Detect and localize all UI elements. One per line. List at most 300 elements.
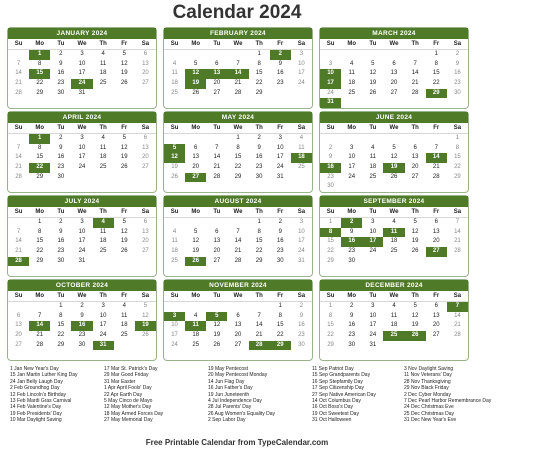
day-cell: 18 (390, 238, 398, 245)
holiday-day-cell: 15 (29, 69, 50, 79)
month-calendar (319, 27, 469, 109)
day-cell: 19 (120, 70, 128, 77)
day-cell: 23 (255, 164, 263, 171)
day-cell: 29 (255, 257, 263, 264)
holiday-item: 31 Oct Halloween (312, 417, 352, 424)
day-cell: 17 (78, 154, 86, 161)
empty-day-cell (341, 98, 362, 108)
empty-day-cell (185, 266, 206, 276)
day-cell: 25 (390, 248, 398, 255)
weekday-header (8, 207, 156, 218)
day-cell: 21 (36, 332, 44, 339)
empty-day-cell (114, 350, 135, 360)
empty-day-cell (447, 350, 468, 360)
day-cell: 28 (411, 89, 419, 96)
day-cell: 7 (434, 144, 438, 151)
empty-day-cell (71, 98, 92, 108)
empty-day-cell (8, 98, 29, 108)
empty-day-cell (320, 350, 341, 360)
holiday-item: 22 Apr Earth Day (104, 391, 143, 398)
weekday-label: Mo (35, 125, 45, 131)
day-cell: 11 (100, 144, 107, 151)
empty-day-cell (206, 218, 227, 228)
holiday-day-cell: 16 (320, 163, 341, 173)
weekday-label: We (389, 125, 399, 131)
day-cell: 1 (434, 51, 438, 57)
day-cell: 21 (255, 332, 263, 339)
empty-day-cell (320, 266, 341, 276)
month-calendar (7, 111, 157, 193)
month-title: SEPTEMBER 2024 (320, 196, 468, 207)
empty-day-cell (383, 350, 404, 360)
holiday-item: 28 Jul Parents' Day (208, 404, 252, 411)
holiday-day-cell: 26 (185, 257, 206, 267)
empty-day-cell (405, 50, 426, 60)
day-cell: 24 (298, 248, 305, 255)
day-cell: 9 (328, 154, 333, 161)
day-cell: 1 (38, 219, 42, 225)
weekday-label: Tu (369, 209, 377, 215)
weekday-label: Tu (213, 209, 221, 215)
day-cell: 23 (57, 164, 65, 171)
empty-day-cell (135, 173, 156, 183)
day-cell: 15 (327, 238, 334, 245)
weekday-label: Mo (191, 209, 201, 215)
day-cell: 24 (348, 173, 356, 180)
weekday-label: Sa (453, 125, 462, 131)
month-calendar (163, 195, 313, 277)
day-cell: 26 (213, 341, 221, 348)
weekday-header (8, 291, 156, 302)
day-cell: 22 (234, 164, 242, 171)
day-cell: 7 (215, 144, 219, 151)
holiday-item: 14 Jun Flag Day (208, 378, 245, 385)
weekday-label: Th (255, 125, 263, 131)
day-cell: 27 (142, 248, 149, 255)
empty-day-cell (270, 89, 291, 99)
empty-day-cell (93, 350, 114, 360)
day-cell: 10 (78, 144, 86, 151)
day-cell: 25 (99, 164, 107, 171)
day-cell: 2 (328, 144, 333, 151)
day-grid (320, 134, 468, 192)
day-cell: 18 (348, 80, 356, 87)
day-cell: 12 (411, 312, 419, 319)
day-cell: 26 (171, 173, 178, 180)
holiday-day-cell: 12 (185, 69, 206, 79)
weekday-header (164, 123, 312, 134)
day-cell: 28 (213, 173, 221, 180)
day-cell: 27 (432, 332, 440, 339)
weekday-label: Su (326, 125, 335, 131)
weekday-label: Su (14, 125, 23, 131)
weekday-label: Fr (433, 125, 440, 131)
day-cell: 18 (171, 248, 178, 255)
day-cell: 4 (350, 60, 354, 67)
day-cell: 1 (257, 219, 261, 225)
day-cell: 26 (192, 89, 200, 96)
empty-day-cell (341, 182, 362, 192)
day-cell: 22 (327, 248, 334, 255)
empty-day-cell (185, 218, 206, 228)
day-cell: 18 (369, 164, 377, 171)
day-cell: 8 (59, 312, 63, 319)
weekday-label: Fr (433, 293, 440, 299)
holiday-item: 25 Dec Christmas Day (404, 410, 455, 417)
weekday-label: Th (411, 125, 419, 131)
weekday-label: We (389, 293, 399, 299)
day-cell: 16 (57, 154, 65, 161)
day-cell: 27 (234, 341, 242, 348)
empty-day-cell (405, 350, 426, 360)
day-cell: 28 (15, 89, 22, 96)
day-cell: 8 (434, 60, 438, 67)
day-cell: 16 (57, 70, 65, 77)
empty-day-cell (227, 350, 248, 360)
holiday-item: 3 Nov Daylight Saving (404, 366, 454, 372)
holiday-item: 18 May Armed Forces Day (104, 410, 164, 417)
day-grid (320, 218, 468, 276)
empty-day-cell (362, 182, 383, 192)
empty-day-cell (29, 98, 50, 108)
footer-credit: Free Printable Calendar from TypeCalendar.com (145, 438, 329, 447)
day-cell: 26 (142, 332, 149, 339)
weekday-label: Sa (297, 125, 306, 131)
month-title: AUGUST 2024 (164, 196, 312, 207)
empty-day-cell (227, 98, 248, 108)
day-cell: 4 (371, 144, 375, 151)
empty-day-cell (383, 182, 404, 192)
holiday-item: 26 Aug Women's Equality Day (208, 410, 276, 417)
day-cell: 31 (298, 257, 305, 264)
weekday-label: Tu (57, 41, 65, 47)
empty-day-cell (405, 98, 426, 108)
empty-day-cell (135, 182, 156, 192)
holiday-item: 17 Mar St. Patrick's Day (104, 366, 158, 372)
day-cell: 5 (122, 219, 126, 225)
weekday-label: Tu (57, 125, 65, 131)
holiday-day-cell: 28 (249, 341, 270, 351)
holiday-day-cell: 8 (320, 228, 341, 238)
day-cell: 4 (299, 135, 304, 141)
day-cell: 28 (234, 257, 242, 264)
day-cell: 16 (348, 322, 356, 329)
day-grid (8, 50, 156, 108)
day-cell: 13 (390, 70, 398, 77)
empty-day-cell (447, 341, 468, 351)
day-cell: 14 (15, 70, 22, 77)
holiday-day-cell: 29 (270, 341, 291, 351)
empty-day-cell (341, 266, 362, 276)
day-cell: 29 (36, 257, 44, 264)
empty-day-cell (362, 50, 383, 60)
weekday-label: Tu (369, 41, 377, 47)
day-cell: 25 (369, 173, 377, 180)
empty-day-cell (405, 134, 426, 144)
empty-day-cell (29, 302, 50, 312)
day-cell: 5 (143, 303, 148, 309)
day-cell: 18 (99, 70, 107, 77)
holiday-day-cell: 17 (362, 237, 383, 247)
weekday-label: Sa (141, 125, 150, 131)
day-cell: 31 (78, 89, 86, 96)
day-cell: 7 (413, 60, 417, 67)
empty-day-cell (447, 266, 468, 276)
day-cell: 23 (78, 332, 86, 339)
weekday-label: Fr (121, 41, 128, 47)
day-cell: 27 (411, 173, 419, 180)
day-cell: 2 (299, 303, 304, 309)
day-cell: 4 (172, 60, 177, 67)
day-cell: 12 (369, 70, 377, 77)
day-cell: 9 (80, 312, 84, 319)
empty-day-cell (426, 98, 447, 108)
day-cell: 17 (369, 322, 377, 329)
weekday-label: Fr (433, 209, 440, 215)
holiday-item: 13 Feb Mardi Gras Carnival (10, 398, 72, 405)
day-cell: 19 (192, 248, 200, 255)
holiday-item: 10 Mar Daylight Saving (10, 417, 62, 424)
day-cell: 26 (411, 248, 419, 255)
empty-day-cell (164, 218, 185, 228)
day-cell: 24 (369, 332, 377, 339)
empty-day-cell (185, 302, 206, 312)
weekday-label: Sa (297, 293, 306, 299)
day-cell: 21 (15, 80, 22, 87)
weekday-label: Sa (297, 41, 306, 47)
month-title: DECEMBER 2024 (320, 280, 468, 291)
day-cell: 7 (236, 228, 240, 235)
weekday-label: We (77, 209, 87, 215)
holiday-day-cell: 7 (447, 302, 468, 312)
weekday-label: Th (99, 41, 107, 47)
weekday-label: Th (99, 125, 107, 131)
day-cell: 8 (38, 144, 42, 151)
holiday-day-cell: 10 (320, 69, 341, 79)
empty-day-cell (135, 98, 156, 108)
holiday-item: 16 Sep Stepfamily Day (312, 378, 363, 385)
day-cell: 22 (255, 248, 263, 255)
weekday-label: Th (255, 209, 263, 215)
day-cell: 20 (411, 164, 419, 171)
day-cell: 21 (234, 248, 242, 255)
day-cell: 9 (278, 60, 282, 67)
weekday-label: Tu (369, 125, 377, 131)
weekday-label: Fr (433, 41, 440, 47)
empty-day-cell (164, 302, 185, 312)
empty-day-cell (291, 98, 312, 108)
holiday-item: 14 Feb Valentine's Day (10, 404, 62, 411)
weekday-label: Su (14, 293, 23, 299)
day-cell: 19 (411, 322, 419, 329)
month-title: JULY 2024 (8, 196, 156, 207)
day-cell: 3 (80, 219, 84, 225)
weekday-label: We (233, 209, 243, 215)
empty-day-cell (249, 98, 270, 108)
empty-day-cell (405, 257, 426, 267)
day-grid (320, 50, 468, 108)
empty-day-cell (8, 266, 29, 276)
day-cell: 6 (215, 60, 219, 67)
day-cell: 17 (171, 332, 178, 339)
holiday-day-cell: 1 (29, 134, 50, 144)
weekday-label: Su (326, 209, 335, 215)
day-cell: 23 (57, 80, 65, 87)
day-cell: 12 (411, 228, 419, 235)
day-cell: 23 (276, 80, 284, 87)
day-cell: 8 (278, 312, 282, 319)
day-cell: 10 (348, 154, 356, 161)
day-cell: 27 (142, 164, 149, 171)
holiday-day-cell: 31 (93, 341, 114, 351)
day-cell: 28 (454, 332, 461, 339)
month-calendar (7, 27, 157, 109)
weekday-label: We (233, 125, 243, 131)
empty-day-cell (114, 182, 135, 192)
day-cell: 24 (298, 80, 305, 87)
day-cell: 2 (59, 51, 63, 57)
day-cell: 20 (213, 248, 221, 255)
day-cell: 6 (143, 51, 148, 57)
holiday-item: 19 Feb Presidents' Day (10, 410, 62, 417)
day-cell: 18 (171, 80, 178, 87)
holiday-column (404, 366, 554, 424)
day-cell: 18 (99, 154, 107, 161)
empty-day-cell (71, 173, 92, 183)
month-calendar (319, 279, 469, 361)
holiday-day-cell: 5 (164, 144, 185, 154)
weekday-label: Mo (35, 41, 45, 47)
holiday-item: 4 Jul Independence Day (208, 398, 262, 405)
day-cell: 3 (371, 303, 375, 309)
day-cell: 29 (454, 173, 461, 180)
empty-day-cell (249, 266, 270, 276)
day-cell: 29 (327, 257, 334, 264)
day-cell: 19 (120, 154, 128, 161)
weekday-label: Th (255, 293, 263, 299)
day-cell: 12 (390, 154, 398, 161)
empty-day-cell (447, 257, 468, 267)
empty-day-cell (50, 266, 71, 276)
day-grid (164, 134, 312, 192)
day-cell: 20 (213, 80, 221, 87)
day-cell: 25 (99, 248, 107, 255)
day-cell: 23 (454, 80, 461, 87)
day-cell: 9 (350, 312, 354, 319)
empty-day-cell (362, 257, 383, 267)
day-cell: 30 (348, 257, 356, 264)
day-grid (164, 302, 312, 360)
weekday-label: Th (411, 293, 419, 299)
weekday-header (320, 207, 468, 218)
day-cell: 23 (327, 173, 334, 180)
holiday-day-cell: 27 (185, 173, 206, 183)
day-cell: 8 (455, 144, 460, 151)
empty-day-cell (291, 350, 312, 360)
empty-day-cell (405, 182, 426, 192)
holiday-day-cell: 17 (320, 79, 341, 89)
empty-day-cell (8, 302, 29, 312)
weekday-label: Mo (347, 209, 357, 215)
empty-day-cell (93, 89, 114, 99)
empty-day-cell (135, 341, 156, 351)
weekday-label: Sa (141, 293, 150, 299)
day-cell: 6 (16, 312, 21, 319)
weekday-label: Mo (347, 293, 357, 299)
day-cell: 10 (78, 60, 86, 67)
day-cell: 1 (59, 303, 63, 309)
empty-day-cell (114, 266, 135, 276)
empty-day-cell (206, 98, 227, 108)
holiday-day-cell: 19 (135, 321, 156, 331)
day-cell: 6 (215, 228, 219, 235)
day-cell: 28 (432, 173, 440, 180)
weekday-label: We (77, 125, 87, 131)
weekday-label: Mo (35, 209, 45, 215)
day-cell: 1 (257, 51, 261, 57)
holiday-item: 17 Sep Citizenship Day (312, 385, 364, 392)
empty-day-cell (164, 134, 185, 144)
empty-day-cell (362, 98, 383, 108)
day-cell: 22 (57, 332, 65, 339)
weekday-header (8, 123, 156, 134)
day-cell: 20 (192, 164, 200, 171)
day-cell: 22 (36, 80, 44, 87)
day-cell: 24 (369, 248, 377, 255)
day-cell: 17 (298, 70, 305, 77)
empty-day-cell (270, 98, 291, 108)
day-cell: 20 (142, 238, 149, 245)
empty-day-cell (93, 98, 114, 108)
empty-day-cell (29, 266, 50, 276)
day-cell: 15 (57, 322, 65, 329)
holiday-item: 11 Sep Patriot Day (312, 366, 354, 372)
day-grid (164, 50, 312, 108)
weekday-label: Tu (213, 125, 221, 131)
month-calendar (163, 111, 313, 193)
day-cell: 19 (369, 80, 377, 87)
day-cell: 10 (298, 60, 305, 67)
day-cell: 11 (171, 70, 178, 77)
weekday-label: Th (99, 209, 107, 215)
holiday-day-cell: 11 (383, 228, 404, 238)
empty-day-cell (227, 302, 248, 312)
day-cell: 29 (36, 173, 44, 180)
day-cell: 5 (122, 135, 126, 141)
day-cell: 9 (257, 144, 261, 151)
day-cell: 6 (236, 312, 240, 319)
day-cell: 13 (432, 312, 440, 319)
day-cell: 21 (454, 238, 461, 245)
day-cell: 1 (328, 219, 333, 225)
day-cell: 4 (392, 219, 396, 225)
empty-day-cell (383, 134, 404, 144)
empty-day-cell (362, 350, 383, 360)
empty-day-cell (405, 266, 426, 276)
weekday-label: We (233, 41, 243, 47)
holiday-item: 12 May Mother's Day (104, 404, 152, 411)
holiday-day-cell: 25 (383, 331, 404, 341)
empty-day-cell (447, 182, 468, 192)
day-grid (8, 134, 156, 192)
weekday-label: Su (170, 209, 179, 215)
weekday-label: Th (411, 209, 419, 215)
day-cell: 16 (255, 154, 263, 161)
day-cell: 8 (257, 60, 261, 67)
day-cell: 14 (15, 238, 22, 245)
month-title: MAY 2024 (164, 112, 312, 123)
day-cell: 30 (348, 341, 356, 348)
